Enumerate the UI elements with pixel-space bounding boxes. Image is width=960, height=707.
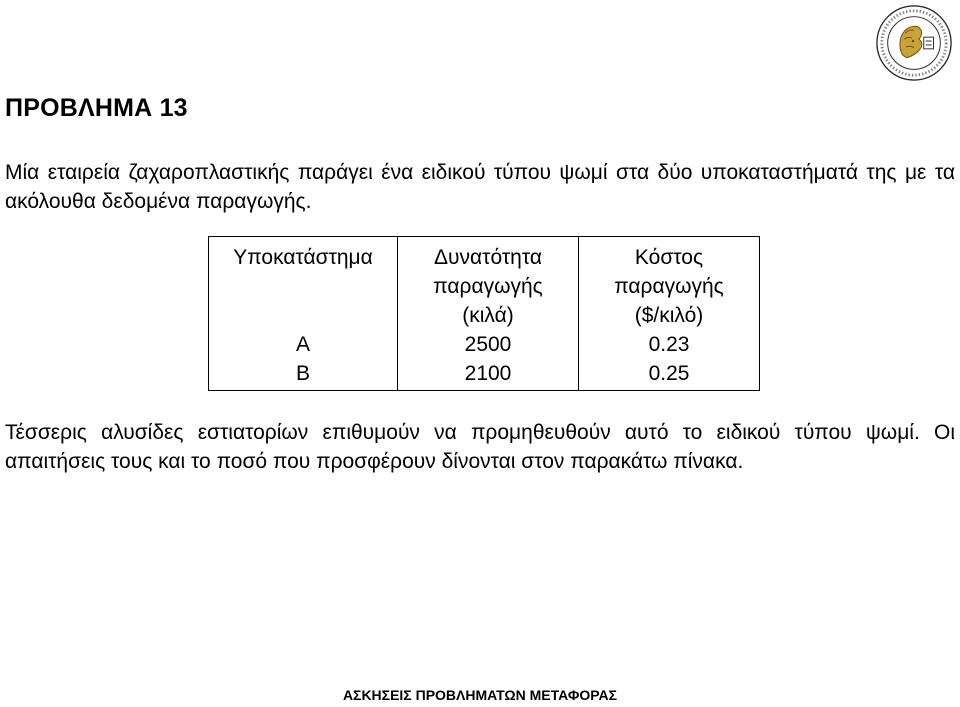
production-table [208,236,760,391]
header-branch-line: Υποκατάστημα [233,246,373,269]
header-cost-line-2: παραγωγής [614,275,724,298]
header-capacity [398,237,579,331]
university-seal-icon [875,4,953,82]
header-capacity-line-1: Δυνατότητα [434,246,542,269]
table-row [209,330,760,359]
header-cost-line-1: Κόστος [634,246,704,269]
header-capacity-line-3: (κιλά) [462,304,514,327]
cell-capacity: 2500 [398,330,579,359]
header-branch [209,237,398,331]
table-header-row [209,237,760,331]
cell-branch: A [209,330,398,359]
cell-cost: 0.25 [579,359,760,391]
table-row [209,359,760,391]
header-capacity-line-2: παραγωγής [433,275,543,298]
page-title: ΠΡΟΒΛΗΜΑ 13 [5,94,188,122]
header-cost-line-3: ($/κιλό) [634,304,704,327]
cell-branch: B [209,359,398,391]
page-footer: ΑΣΚΗΣΕΙΣ ΠΡΟΒΛΗΜΑΤΩΝ ΜΕΤΑΦΟΡΑΣ [342,687,618,703]
header-cost [579,237,760,331]
cell-capacity: 2100 [398,359,579,391]
cell-cost: 0.23 [579,330,760,359]
demand-paragraph: Τέσσερις αλυσίδες εστιατορίων επιθυμούν να προμηθευθούν αυτό το ειδικού τύπου ψωμί. Οι απαιτήσεις τους και το ποσό που προσφέρουν δίνονται στον παρακάτω πίνακα. [5,421,955,473]
intro-paragraph: Μία εταιρεία ζαχαροπλαστικής παράγει ένα ειδικού τύπου ψωμί στα δύο υποκαταστήματά της με τα ακόλουθα δεδομένα παραγωγής. [5,161,955,213]
